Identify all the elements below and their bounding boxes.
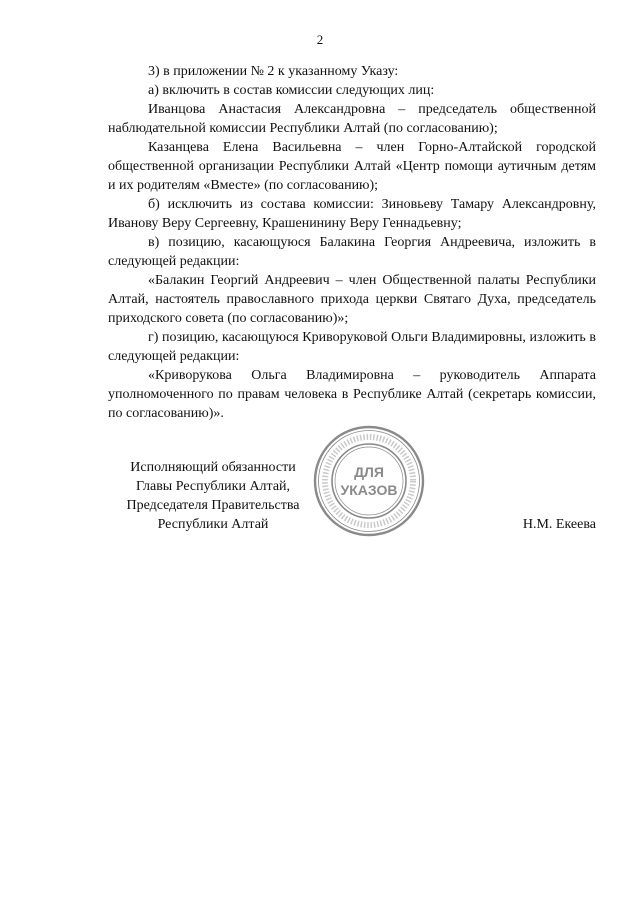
paragraph-balakin: «Балакин Георгий Андреевич – член Общественной палаты Республики Алтай, настоятель православного прихода церкви Святаго Духа, председатель приходского совета (по согласованию)»; <box>108 273 596 326</box>
paragraph-subitem-v: в) позицию, касающуюся Балакина Георгия Андреевича, изложить в следующей редакции: <box>108 235 596 269</box>
signature-block <box>108 458 596 578</box>
page-number: 2 <box>316 32 324 47</box>
document-body <box>108 62 596 423</box>
official-stamp <box>313 425 425 537</box>
paragraph-kazantseva: Казанцева Елена Васильевна – член Горно-Алтайской городской общественной организации Республики Алтай «Центр помощи аутичным детям и их родителям «Вместе» (по согласованию); <box>108 140 596 193</box>
stamp-line-2: УКАЗОВ <box>340 482 398 498</box>
signer-title-line: Республики Алтай <box>157 517 269 532</box>
signer-title-line: Исполняющий обязанности <box>130 460 296 475</box>
paragraph-subitem-a: а) включить в состав комиссии следующих лиц: <box>148 83 435 98</box>
signer-name: Н.М. Екеева <box>522 517 596 532</box>
paragraph-subitem-g: г) позицию, касающуюся Криворуковой Ольги Владимировны, изложить в следующей редакции: <box>108 330 596 364</box>
paragraph-item-3: 3) в приложении № 2 к указанному Указу: <box>148 64 399 79</box>
signer-title <box>108 458 318 534</box>
signer-title-line: Главы Республики Алтай, <box>135 479 291 494</box>
paragraph-ivantsova: Иванцова Анастасия Александровна – председатель общественной наблюдательной комиссии Республики Алтай (по согласованию); <box>108 102 596 136</box>
paragraph-krivorukova: «Криворукова Ольга Владимировна – руководитель Аппарата уполномоченного по правам человека в Республике Алтай (секретарь комиссии, по согласованию)». <box>108 368 596 421</box>
stamp-line-1: ДЛЯ <box>354 464 384 480</box>
paragraph-subitem-b: б) исключить из состава комиссии: Зиновьеву Тамару Александровну, Иванову Веру Сергеевну, Крашенинину Веру Геннадьевну; <box>108 197 596 231</box>
signer-title-line: Председателя Правительства <box>126 498 300 513</box>
